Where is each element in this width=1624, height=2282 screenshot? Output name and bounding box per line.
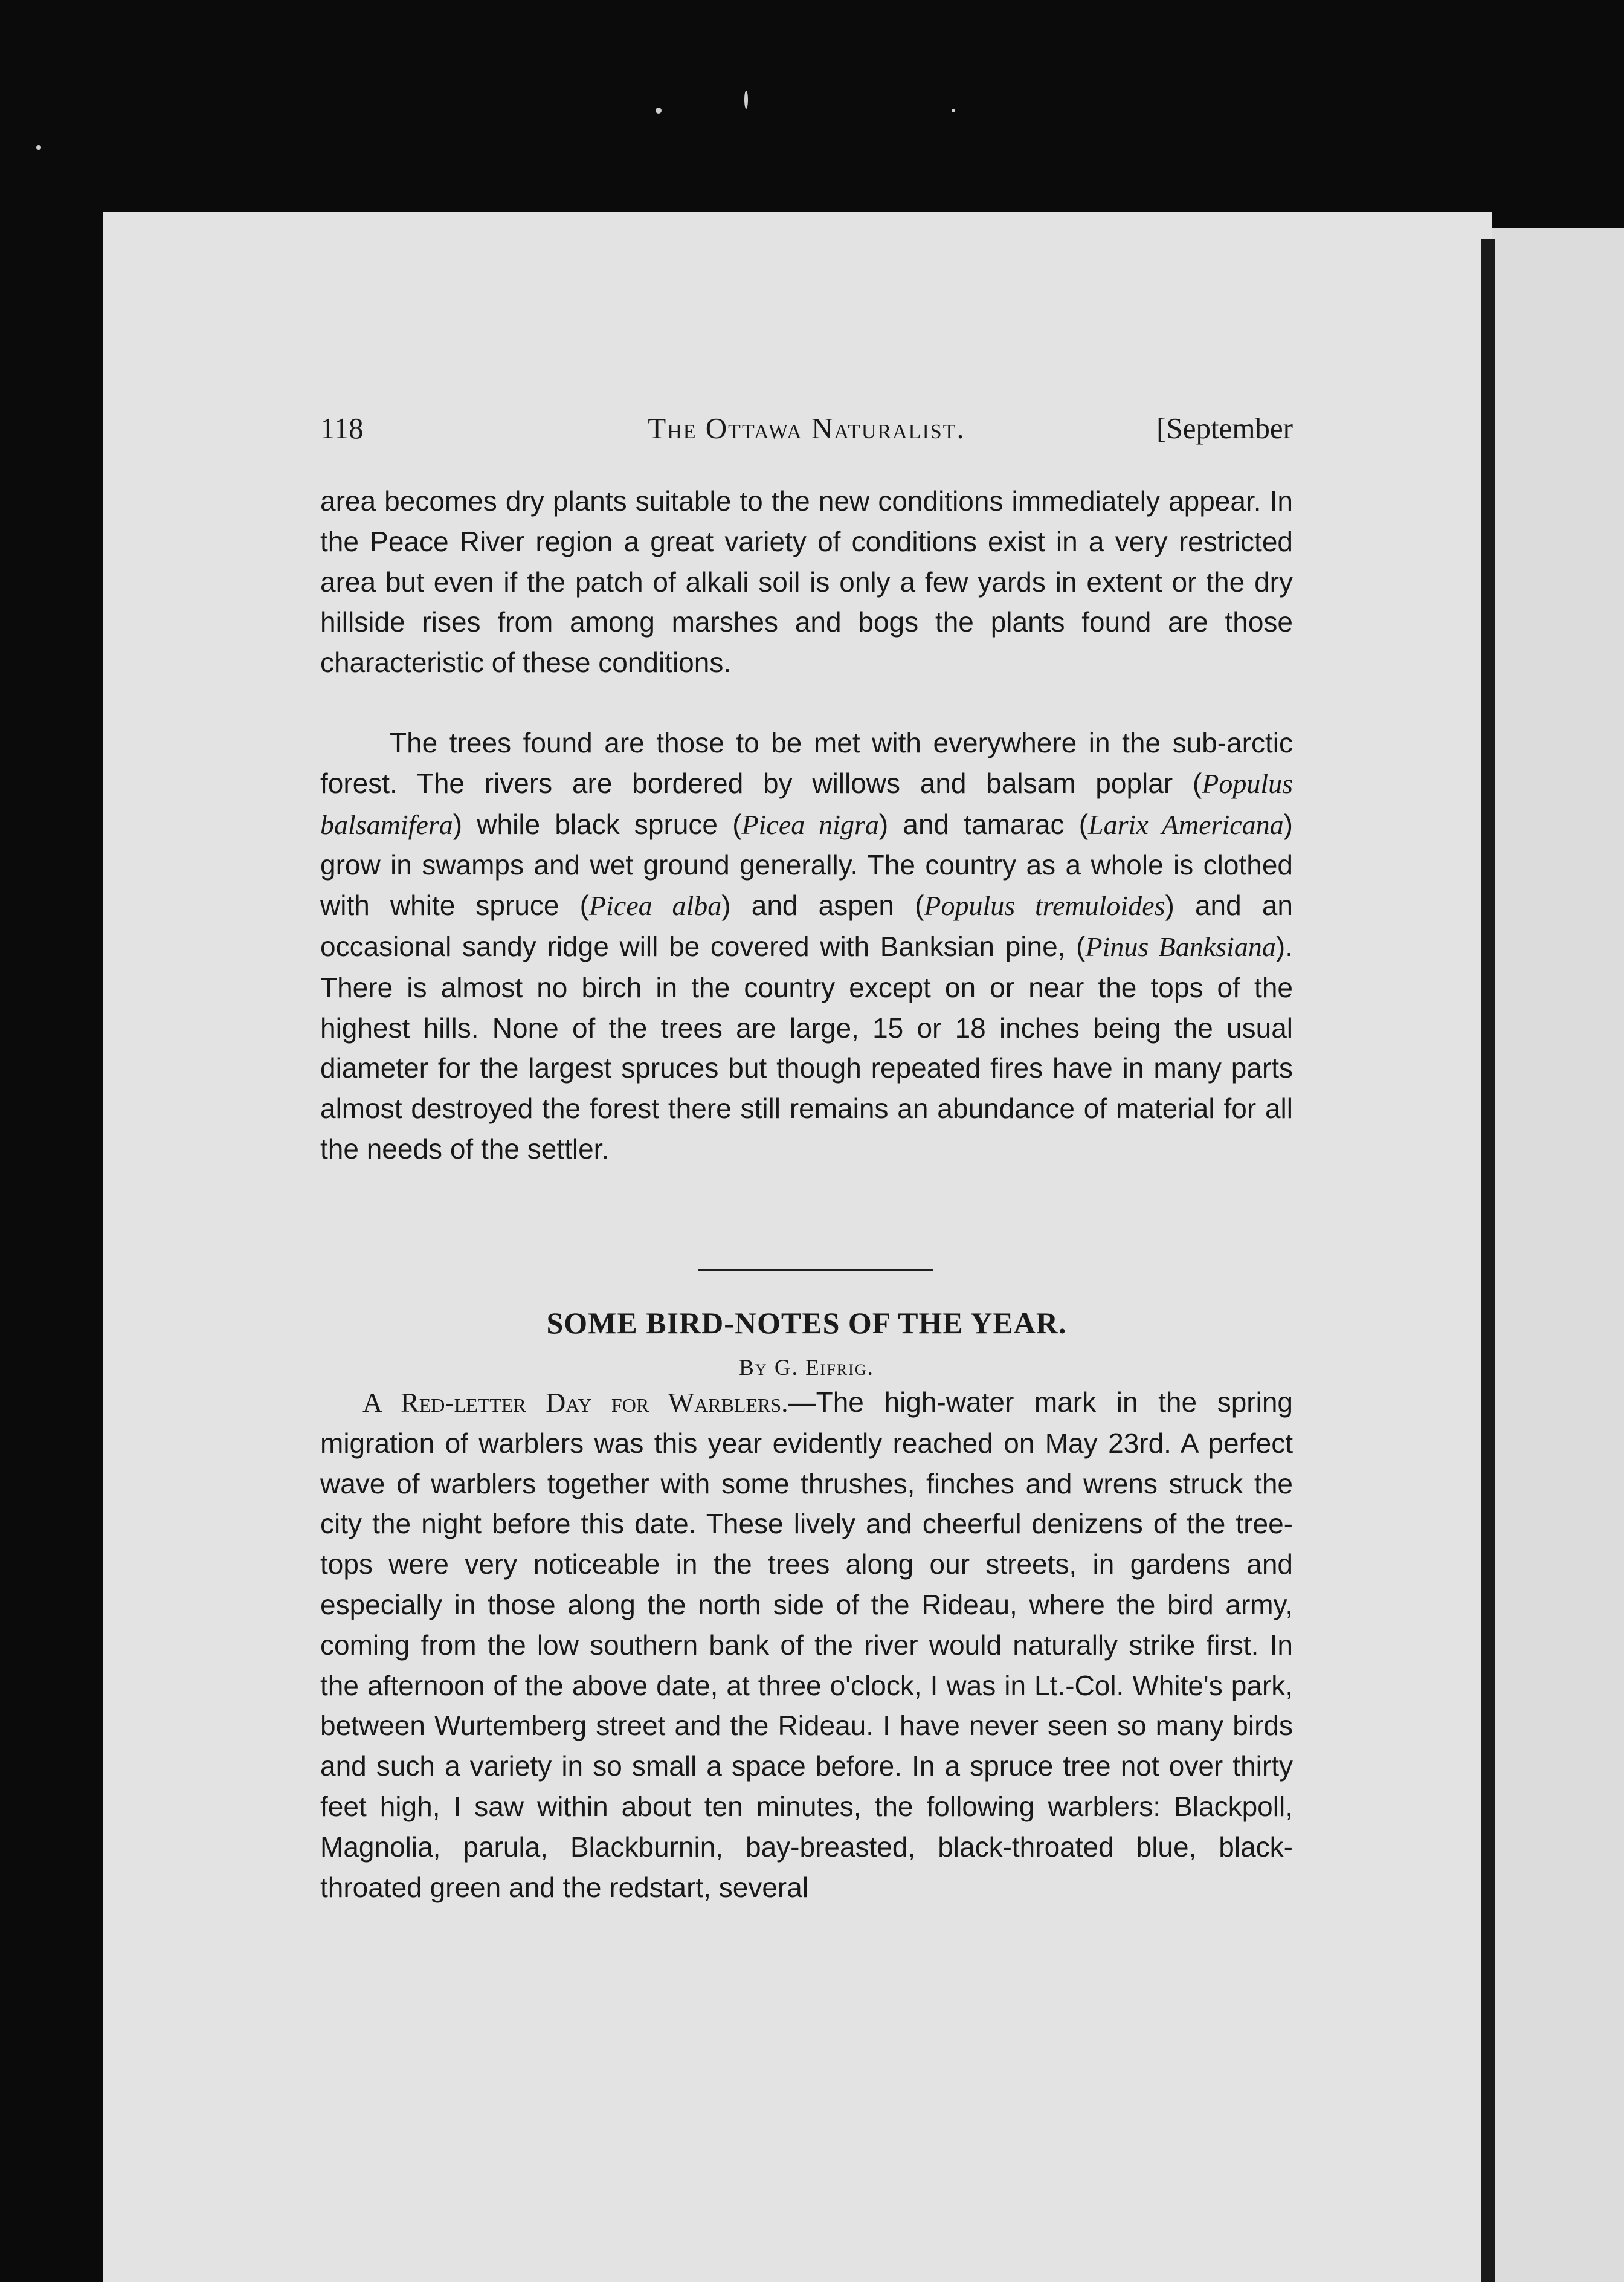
text-run: —The high-water mark in the spring migration of warblers was this year evidently reached on May 23rd. A perfect wave of warblers together with some thrushes, finches and wrens struck the city the night before this date. These lively and cheerful denizens of the tree-tops were very noticeable in the trees along our streets, in gardens and especially in those along the north side of the Rideau, where the bird army, coming from the low southern bank of the river would naturally strike first. In the afternoon of the above date, at three o'clock, I was in Lt.-Col. White's park, between Wurtemberg street and the Rideau. I have never seen so many birds and such a variety in so small a space before. In a spruce tree not over thirty feet high, I saw within about ten minutes, the following warblers: Blackpoll, Magnolia, parula, Blackburnin, bay-breasted, black-throated blue, black-throated green and the redstart, several bbox=[320, 1386, 1293, 1903]
species-name: Larix Americana bbox=[1088, 809, 1284, 840]
paragraph-trees bbox=[320, 723, 1293, 1169]
text-run: ) and an occasional sandy ridge will be covered with Banksian pine, ( bbox=[320, 890, 1293, 962]
text-run: ). There is almost no birch in the country except on or near the tops of the highest hills. None of the trees are large, 15 or 18 inches being the usual diameter for the largest spruces but though repeated fires have in many parts almost destroyed the forest there still remains an abundance of material for all the needs of the settler. bbox=[320, 930, 1293, 1165]
journal-title: The Ottawa Naturalist. bbox=[648, 412, 965, 445]
species-name: Pinus Banksiana bbox=[1085, 931, 1276, 962]
dust-speck bbox=[36, 145, 41, 150]
text-run: ) grow in swamps and wet ground generally. The country as a whole is clothed with white spruce ( bbox=[320, 808, 1293, 922]
paragraph-warblers bbox=[320, 1382, 1293, 1907]
text-run: ) and aspen ( bbox=[721, 890, 924, 922]
page-gutter-shadow bbox=[1481, 239, 1495, 2282]
running-head bbox=[320, 411, 1293, 447]
text-run: ) and tamarac ( bbox=[878, 808, 1089, 840]
paragraph-alkali-conditions: area becomes dry plants suitable to the new conditions immediately appear. In the Peace River region a great variety of conditions exist in a very restricted area but even if the patch of alkali soil is only a few yards in extent or the dry hillside rises from among marshes and bogs the plants found are those characteristic of these conditions. bbox=[320, 485, 1293, 679]
article-title: SOME BIRD-NOTES OF THE YEAR. bbox=[546, 1306, 1067, 1340]
page-number: 118 bbox=[320, 412, 364, 445]
species-name: Populus balsamifera bbox=[320, 768, 1293, 840]
species-name: Populus tremuloides bbox=[924, 890, 1165, 922]
article-byline: By G. Eifrig. bbox=[739, 1356, 874, 1380]
issue-month: [September bbox=[1156, 412, 1293, 445]
section-divider bbox=[698, 1269, 933, 1271]
species-name: Picea alba bbox=[588, 890, 722, 922]
section-heading: A Red-letter Day for Warblers. bbox=[362, 1387, 788, 1418]
facing-page-edge bbox=[1491, 228, 1624, 2282]
text-run: ) while black spruce ( bbox=[453, 808, 742, 840]
dust-speck bbox=[744, 91, 748, 109]
dust-speck bbox=[952, 109, 955, 112]
dust-speck bbox=[656, 108, 662, 114]
species-name: Picea nigra bbox=[741, 809, 879, 840]
text-run: The trees found are those to be met with everywhere in the sub-arctic forest. The rivers are bordered by willows and balsam poplar ( bbox=[320, 727, 1293, 799]
